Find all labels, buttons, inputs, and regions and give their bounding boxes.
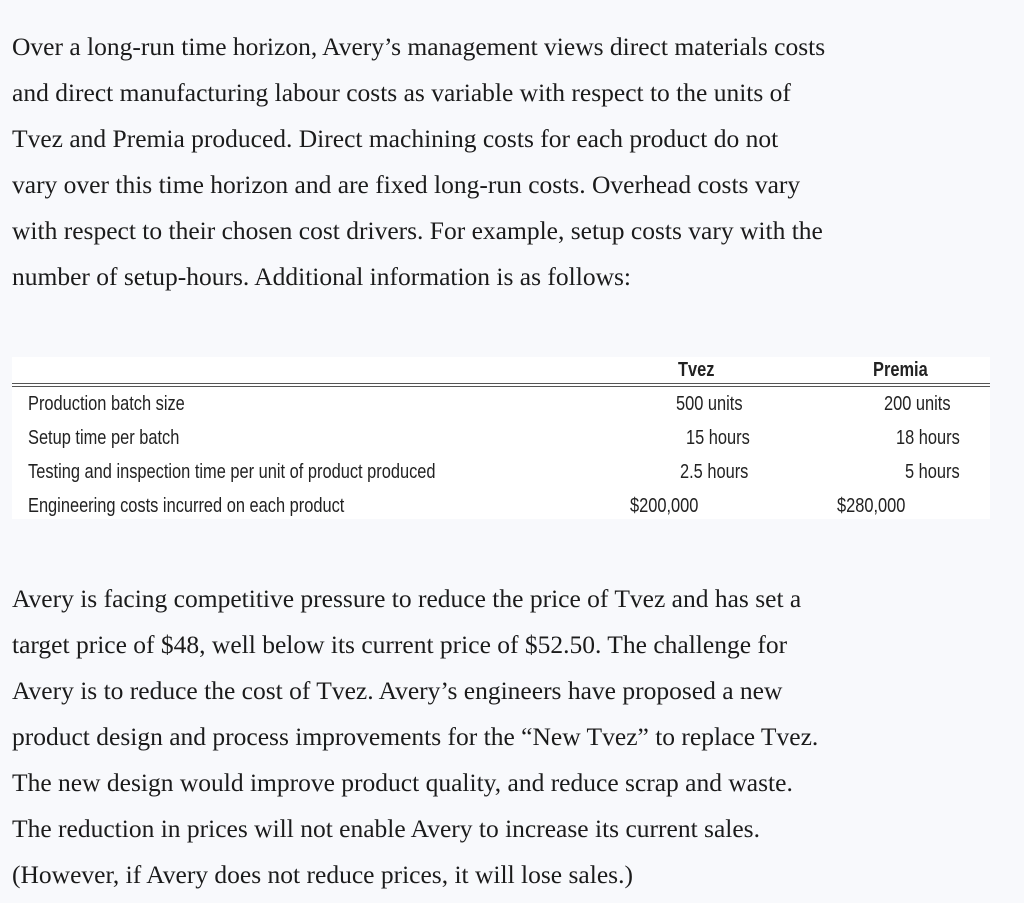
paragraph-line: Over a long-run time horizon, Avery’s management views direct materials costs [12, 32, 826, 61]
paragraph-line: number of setup-hours. Additional information is as follows: [12, 262, 632, 291]
intro-paragraph [12, 24, 1012, 300]
paragraph-line: The new design would improve product quality, and reduce scrap and waste. [12, 768, 793, 797]
paragraph-line: Avery is to reduce the cost of Tvez. Avery’s engineers have proposed a new [12, 676, 783, 705]
premia-value: $280,000 [837, 495, 906, 517]
paragraph-line: Tvez and Premia produced. Direct machining costs for each product do not [12, 124, 779, 153]
paragraph-line: (However, if Avery does not reduce prices, it will lose sales.) [12, 860, 633, 889]
row-label: Engineering costs incurred on each product [28, 495, 345, 517]
row-label: Setup time per batch [28, 427, 180, 449]
tvez-value: 2.5 hours [680, 461, 749, 483]
premia-value: 18 hours [896, 427, 960, 449]
product-info-table [12, 357, 990, 519]
premia-value: 200 units [884, 393, 951, 415]
header-rule [12, 383, 990, 384]
paragraph-line: product design and process improvements for the “New Tvez” to replace Tvez. [12, 722, 819, 751]
tvez-value: $200,000 [630, 495, 699, 517]
paragraph-line: with respect to their chosen cost drivers. For example, setup costs vary with the [12, 216, 823, 245]
paragraph-line: vary over this time horizon and are fixed long-run costs. Overhead costs vary [12, 170, 801, 199]
paragraph-line: and direct manufacturing labour costs as variable with respect to the units of [12, 78, 791, 107]
header-tvez: Tvez [678, 359, 715, 381]
closing-paragraph [12, 576, 1012, 898]
premia-value: 5 hours [905, 461, 960, 483]
paragraph-line: The reduction in prices will not enable Avery to increase its current sales. [12, 814, 760, 843]
header-rule [12, 386, 990, 387]
tvez-value: 15 hours [686, 427, 750, 449]
row-label: Testing and inspection time per unit of product produced [28, 461, 436, 483]
tvez-value: 500 units [676, 393, 743, 415]
row-label: Production batch size [28, 393, 185, 415]
header-premia: Premia [873, 359, 928, 381]
paragraph-line: Avery is facing competitive pressure to reduce the price of Tvez and has set a [12, 584, 802, 613]
paragraph-line: target price of $48, well below its current price of $52.50. The challenge for [12, 630, 788, 659]
